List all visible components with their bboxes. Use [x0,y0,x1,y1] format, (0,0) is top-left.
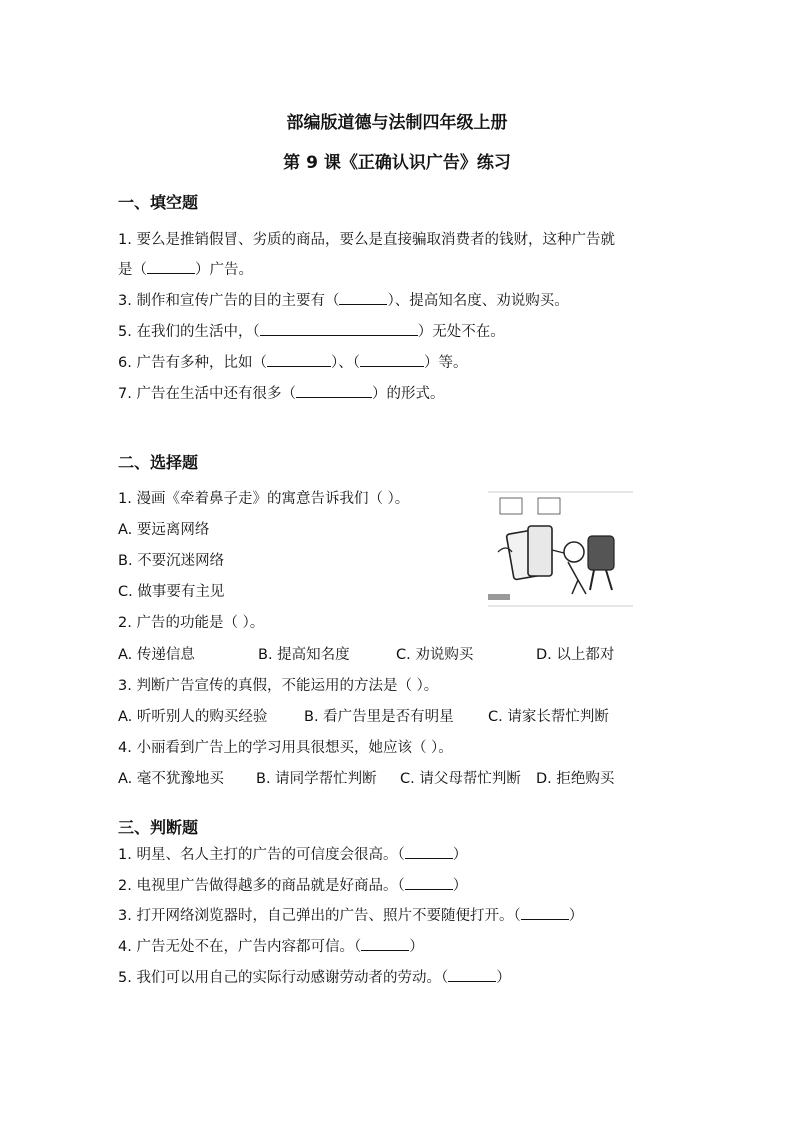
question-tf-4 [118,935,424,956]
option-1c[interactable]: C. 做事要有主见 [118,584,225,600]
answer-blank[interactable] [360,352,424,367]
question-text: 3. 打开网络浏览器时，自己弹出的广告、照片不要随便打开。（ [118,908,521,924]
question-fill-6 [118,351,467,372]
option-3a[interactable]: A. 听听别人的购买经验 [118,709,268,725]
question-choice-1: 1. 漫画《牵着鼻子走》的寓意告诉我们（ ）。 [118,491,410,507]
answer-blank[interactable] [339,290,387,305]
section-heading-choice: 二、选择题 [118,453,199,472]
question-text: 6. 广告有多种，比如（ [118,355,267,371]
option-2d[interactable]: D. 以上都对 [536,647,615,663]
option-4a[interactable]: A. 毫不犹豫地买 [118,771,224,787]
option-1b[interactable]: B. 不要沉迷网络 [118,553,225,569]
question-text: 1. 明星、名人主打的广告的可信度会很高。（ [118,847,405,863]
question-fill-1 [118,228,615,249]
question-text: ）的形式。 [371,386,445,402]
option-4c[interactable]: C. 请父母帮忙判断 [400,771,521,787]
option-2a[interactable]: A. 传递信息 [118,647,195,663]
question-tf-2 [118,874,467,895]
question-text: 2. 电视里广告做得越多的商品就是好商品。（ [118,878,405,894]
answer-blank[interactable] [296,383,372,398]
section-heading-fill-blank: 一、填空题 [118,193,199,212]
option-3c[interactable]: C. 请家长帮忙判断 [488,709,609,725]
option-2c[interactable]: C. 劝说购买 [396,647,474,663]
question-text: 5. 我们可以用自己的实际行动感谢劳动者的劳动。（ [118,970,449,986]
option-1a[interactable]: A. 要远离网络 [118,522,210,538]
question-text: ）广告。 [195,262,253,278]
question-fill-5 [118,320,505,341]
question-tf-3 [118,904,583,925]
option-4d[interactable]: D. 拒绝购买 [536,771,615,787]
question-text: ）等。 [423,355,468,371]
question-text: ） [496,970,511,986]
answer-blank[interactable] [361,936,409,951]
option-2b[interactable]: B. 提高知名度 [258,647,350,663]
option-3b[interactable]: B. 看广告里是否有明星 [304,709,454,725]
question-tf-5 [118,966,511,987]
cartoon-illustration [488,490,633,608]
answer-blank[interactable] [448,967,496,982]
question-text: 4. 广告无处不在，广告内容都可信。（ [118,939,362,955]
answer-blank[interactable] [521,905,569,920]
question-text: ） [409,939,424,955]
question-fill-3 [118,289,569,310]
question-text: ）无处不在。 [417,324,505,340]
question-text: ） [568,908,584,924]
answer-blank[interactable] [405,875,453,890]
question-text: 5. 在我们的生活中，（ [118,324,260,340]
question-text: 是（ [118,262,147,278]
question-choice-3: 3. 判断广告宣传的真假，不能运用的方法是（ ）。 [118,678,439,694]
question-choice-4: 4. 小丽看到广告上的学习用具很想买，她应该（ ）。 [118,740,453,756]
question-tf-1 [118,843,467,864]
section-heading-true-false: 三、判断题 [118,818,199,837]
page-title: 部编版道德与法制四年级上册 [286,113,508,133]
question-text: ）、（ [330,355,360,371]
question-fill-1-cont [118,258,253,279]
question-text: ） [452,847,468,863]
question-choice-2: 2. 广告的功能是（ ）。 [118,615,265,631]
question-text: 3. 制作和宣传广告的目的主要有（ [118,293,340,309]
question-text: ） [452,878,468,894]
answer-blank[interactable] [260,321,418,336]
answer-blank[interactable] [405,844,453,859]
question-text: ）、提高知名度、劝说购买。 [387,293,569,309]
answer-blank[interactable] [267,352,331,367]
question-text: 7. 广告在生活中还有很多（ [118,386,296,402]
answer-blank[interactable] [147,259,195,274]
option-4b[interactable]: B. 请同学帮忙判断 [256,771,377,787]
page-subtitle: 第 9 课《正确认识广告》练习 [283,153,511,173]
question-text: 1. 要么是推销假冒、劣质的商品，要么是直接骗取消费者的钱财，这种广告就 [118,232,615,248]
question-fill-7 [118,382,444,403]
